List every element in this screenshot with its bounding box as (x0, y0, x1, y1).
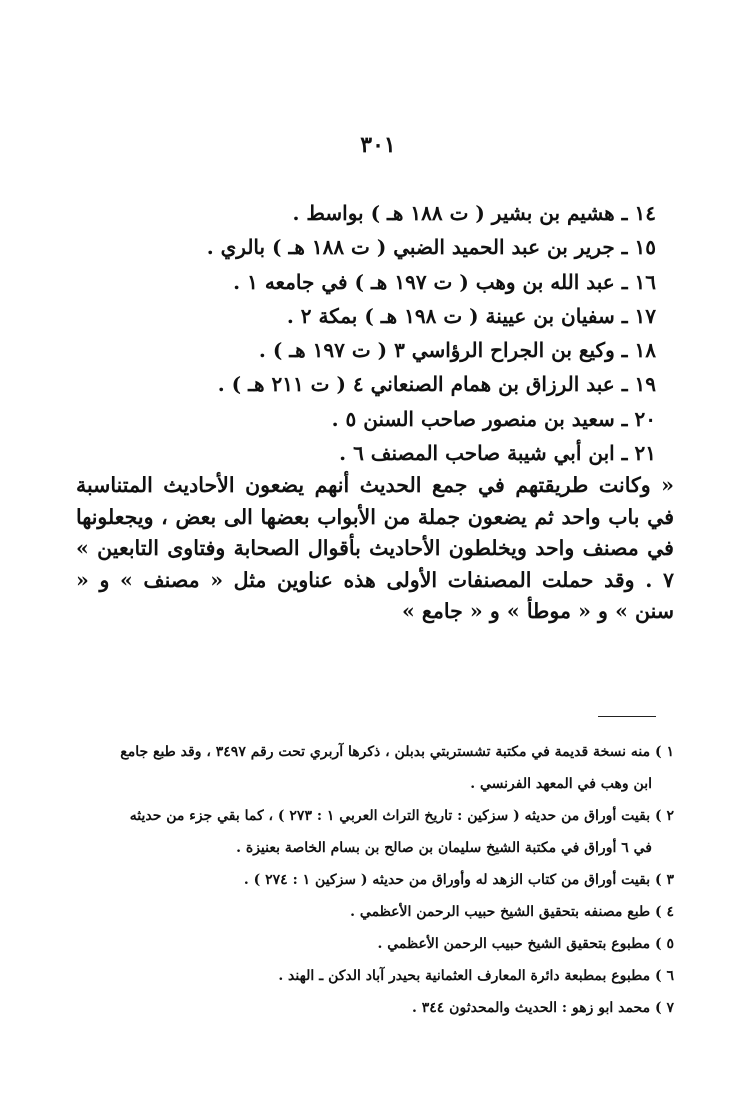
list-item: ١٥ ـ جرير بن عبد الحميد الضبي ( ت ١٨٨ هـ ) بالري . (206, 235, 656, 260)
footnote-line: ٧ ) محمد ابو زهو : الحديث والمحدثون ٣٤٤ . (412, 1000, 674, 1016)
footnote-divider (598, 716, 656, 717)
list-item: ١٤ ـ هشيم بن بشير ( ت ١٨٨ هـ ) بواسط . (292, 201, 656, 225)
footnote-line: ٦ ) مطبوع بمطبعة دائرة المعارف العثمانية بحيدر آباد الدكن ـ الهند . (278, 968, 674, 984)
narrator-list (96, 196, 656, 470)
footnote-line: ٥ ) مطبوع بتحقيق الشيخ حبيب الرحمن الأعظمي . (377, 936, 674, 952)
footnotes (74, 736, 674, 1024)
footnote-line: ٢ ) بقيت أوراق من حديثه ( سزكين : تاريخ التراث العربي ١ : ٢٧٣ ) ، كما بقي جزء من حديثه (129, 808, 674, 824)
list-item: ١٦ ـ عبد الله بن وهب ( ت ١٩٧ هـ ) في جامعه ١ . (233, 269, 656, 294)
list-item: ٢٠ ـ سعيد بن منصور صاحب السنن ٥ . (331, 406, 656, 431)
footnote-line: ١ ) منه نسخة قديمة في مكتبة تشستربتي بدبلن ، ذكرها آربري تحت رقم ٣٤٩٧ ، وقد طبع جامع (120, 744, 674, 760)
footnote-line: ٣ ) بقيت أوراق من كتاب الزهد له وأوراق من حديثه ( سزكين ١ : ٢٧٤ ) . (243, 872, 674, 888)
footnote-line: في ٦ أوراق في مكتبة الشيخ سليمان بن صالح بن بسام الخاصة بعنيزة . (236, 840, 652, 856)
list-item: ١٨ ـ وكيع بن الجراح الرؤاسي ٣ ( ت ١٩٧ هـ ) . (258, 338, 656, 363)
footnote-line: ٤ ) طبع مصنفه بتحقيق الشيخ حبيب الرحمن الأعظمي . (350, 904, 674, 920)
body-paragraph: « وكانت طريقتهم في جمع الحديث أنهم يضعون الأحاديث المتناسبة في باب واحد ثم يضعون جملة من الأبواب بعضها الى بعض ، ويجعلونها في مصنف واحد ويخلطون الأحاديث بأقوال الصحابة وفتاوى التابعين » ٧ . وقد حملت المصنفات الأولى هذه عناوين مثل « مصنف » و « سنن » و « موطأ » و « جامع » (76, 473, 674, 623)
list-item: ١٧ ـ سفيان بن عيينة ( ت ١٩٨ هـ ) بمكة ٢ . (286, 303, 656, 328)
list-item: ١٩ ـ عبد الرزاق بن همام الصنعاني ٤ ( ت ٢١١ هـ ) . (217, 372, 656, 397)
footnote-line: ابن وهب في المعهد الفرنسي . (470, 776, 652, 792)
page-number: ٣٠١ (360, 132, 396, 158)
list-item: ٢١ ـ ابن أبي شيبة صاحب المصنف ٦ . (339, 441, 656, 466)
